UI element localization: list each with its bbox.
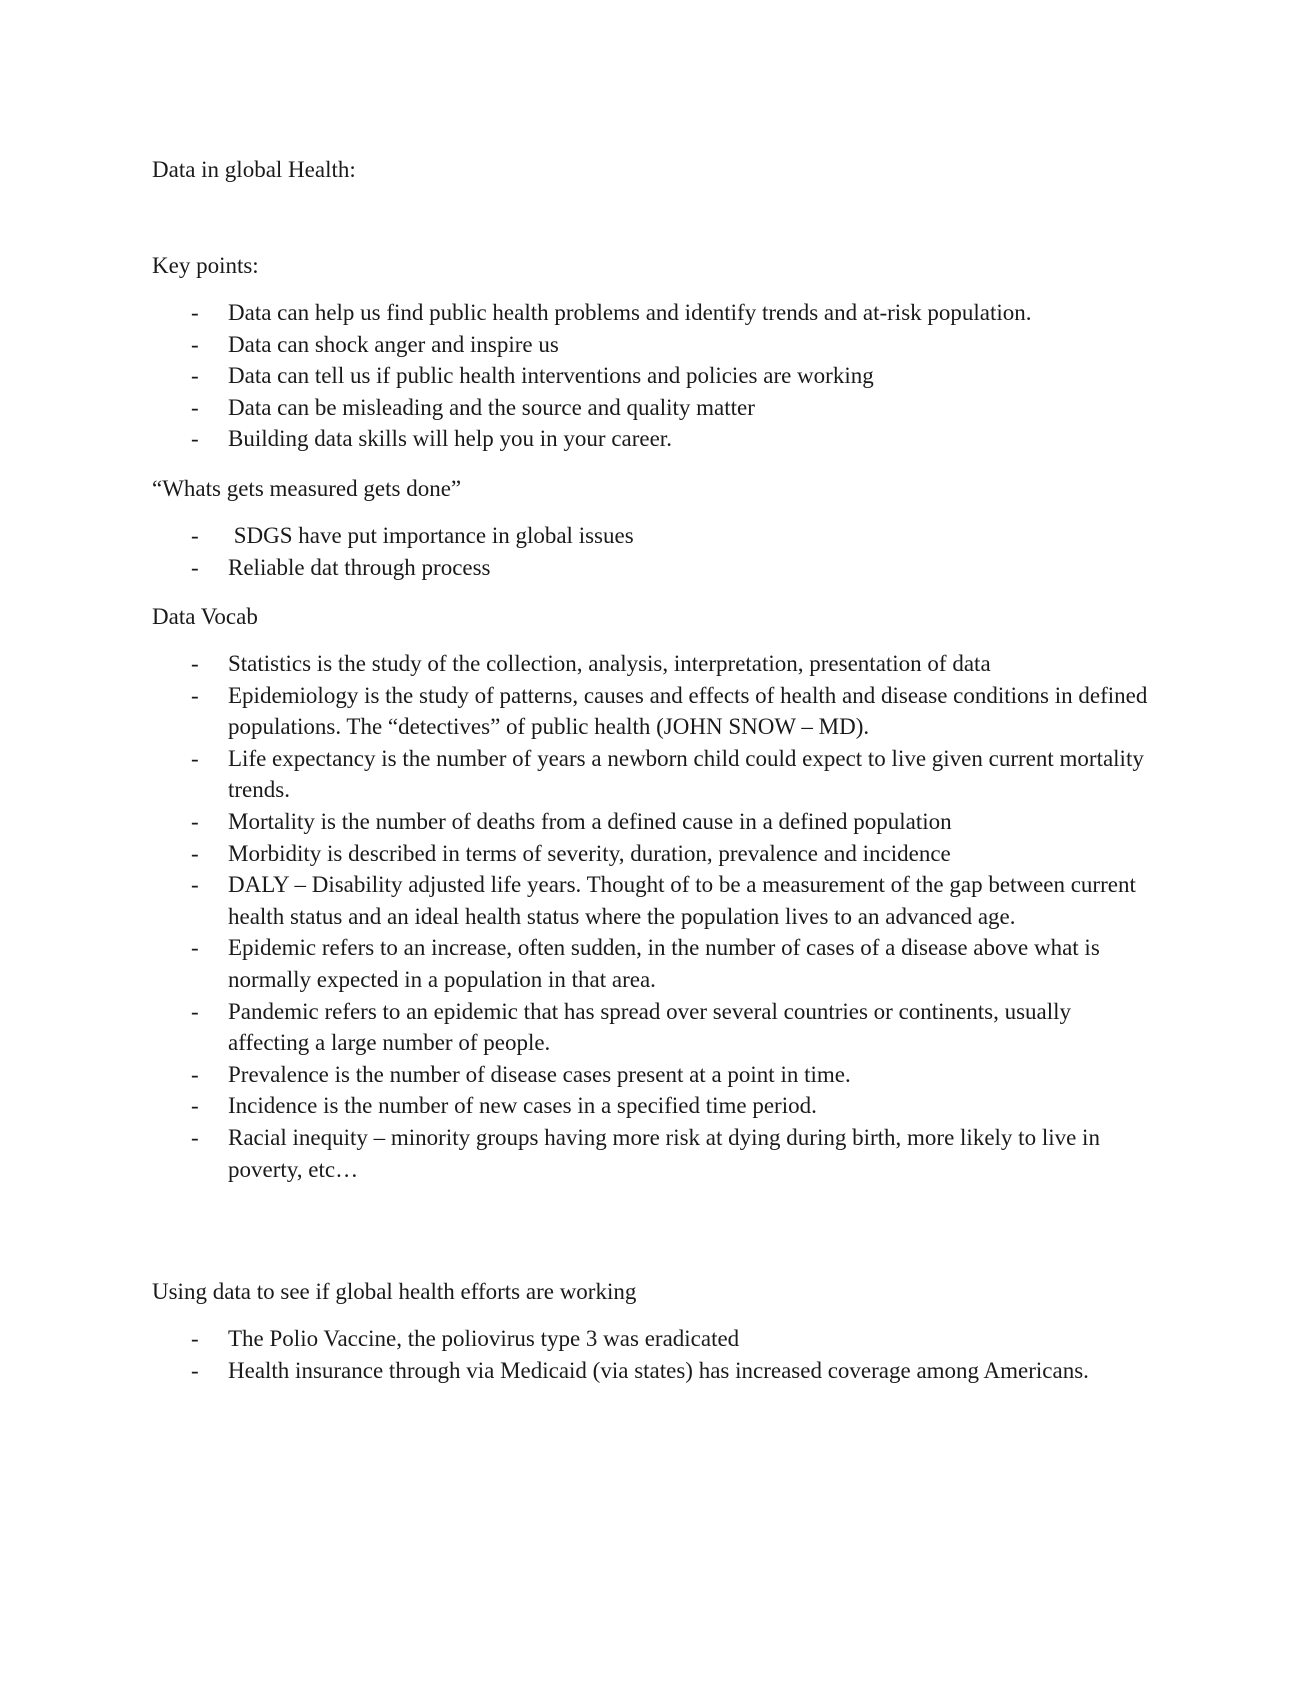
- bullet-dash: -: [191, 394, 199, 420]
- list-item: [0, 423, 1148, 455]
- vocab-list: [0, 648, 1148, 1185]
- list-item-text: The Polio Vaccine, the poliovirus type 3 was eradicated: [228, 1326, 740, 1351]
- bullet-dash: -: [191, 872, 199, 898]
- quote-heading: “Whats gets measured gets done”: [152, 476, 462, 501]
- bullet-dash: -: [191, 1326, 199, 1351]
- list-item: [0, 932, 1148, 995]
- bullet-dash: -: [191, 554, 199, 580]
- list-item: [0, 520, 1148, 552]
- bullet-dash: -: [191, 331, 199, 357]
- vocab-heading: Data Vocab: [152, 604, 258, 629]
- list-item: [0, 996, 1148, 1059]
- list-item-text: Data can be misleading and the source and quality matter: [228, 394, 755, 420]
- list-item: [0, 680, 1148, 743]
- list-item-text: Pandemic refers to an epidemic that has spread over several countries or continents, usually affecting a large number of people.: [228, 998, 1072, 1056]
- bullet-dash: -: [191, 935, 199, 961]
- bullet-dash: -: [191, 426, 199, 452]
- list-item: [0, 1323, 1148, 1355]
- bullet-dash: -: [191, 1093, 199, 1119]
- list-item: [0, 743, 1148, 806]
- list-item-text: Epidemic refers to an increase, often sudden, in the number of cases of a disease above what is normally expected in a population in that area.: [228, 935, 1100, 992]
- list-item: [0, 1122, 1148, 1185]
- list-item: [0, 329, 1148, 361]
- list-item-text: Epidemiology is the study of patterns, causes and effects of health and disease conditions in defined populations. The “detectives” of public health (JOHN SNOW – MD).: [228, 682, 1148, 740]
- list-item-text: Morbidity is described in terms of severity, duration, prevalence and incidence: [228, 840, 951, 866]
- bullet-dash: -: [191, 300, 199, 325]
- document-title: Data in global Health:: [152, 157, 356, 182]
- list-item: [0, 360, 1148, 392]
- list-item: [0, 297, 1148, 329]
- bullet-dash: -: [191, 1061, 199, 1087]
- efforts-list: [0, 1323, 1148, 1386]
- bullet-dash: -: [191, 651, 199, 676]
- list-item-text: Prevalence is the number of disease cases present at a point in time.: [228, 1061, 851, 1087]
- list-item-text: Racial inequity – minority groups having more risk at dying during birth, more likely to live in poverty, etc…: [228, 1124, 1100, 1182]
- bullet-dash: -: [191, 840, 199, 866]
- list-item-text: Building data skills will help you in your career.: [228, 426, 672, 452]
- list-item: [0, 869, 1148, 932]
- key-points-heading: Key points:: [152, 253, 259, 278]
- list-item-text: DALY – Disability adjusted life years. Thought of to be a measurement of the gap between current health status and an ideal health status where the population lives to an advanced age.: [228, 872, 1136, 929]
- quote-list: [0, 520, 1148, 583]
- list-item: [0, 1355, 1148, 1387]
- list-item: [0, 838, 1148, 870]
- list-item: [0, 552, 1148, 584]
- list-item-text: SDGS have put importance in global issues: [228, 523, 634, 548]
- bullet-dash: -: [191, 363, 199, 389]
- list-item-text: Life expectancy is the number of years a newborn child could expect to live given current mortality trends.: [228, 745, 1144, 803]
- list-item-text: Statistics is the study of the collection, analysis, interpretation, presentation of data: [228, 651, 991, 676]
- list-item-text: Health insurance through via Medicaid (via states) has increased coverage among Americans.: [228, 1357, 1089, 1383]
- bullet-dash: -: [191, 523, 199, 548]
- list-item-text: Incidence is the number of new cases in a specified time period.: [228, 1093, 817, 1119]
- list-item: [0, 1090, 1148, 1122]
- list-item-text: Data can help us find public health problems and identify trends and at-risk population.: [228, 300, 1032, 325]
- list-item: [0, 806, 1148, 838]
- list-item: [0, 648, 1148, 680]
- list-item-text: Reliable dat through process: [228, 554, 491, 580]
- list-item: [0, 1059, 1148, 1091]
- key-points-list: [0, 297, 1148, 455]
- bullet-dash: -: [191, 1124, 199, 1150]
- bullet-dash: -: [191, 808, 199, 834]
- bullet-dash: -: [191, 682, 199, 708]
- list-item-text: Data can shock anger and inspire us: [228, 331, 559, 357]
- list-item-text: Data can tell us if public health interventions and policies are working: [228, 363, 874, 389]
- list-item-text: Mortality is the number of deaths from a defined cause in a defined population: [228, 808, 952, 834]
- bullet-dash: -: [191, 998, 199, 1024]
- list-item: [0, 392, 1148, 424]
- efforts-heading: Using data to see if global health efforts are working: [152, 1279, 637, 1304]
- bullet-dash: -: [191, 745, 199, 771]
- bullet-dash: -: [191, 1357, 199, 1383]
